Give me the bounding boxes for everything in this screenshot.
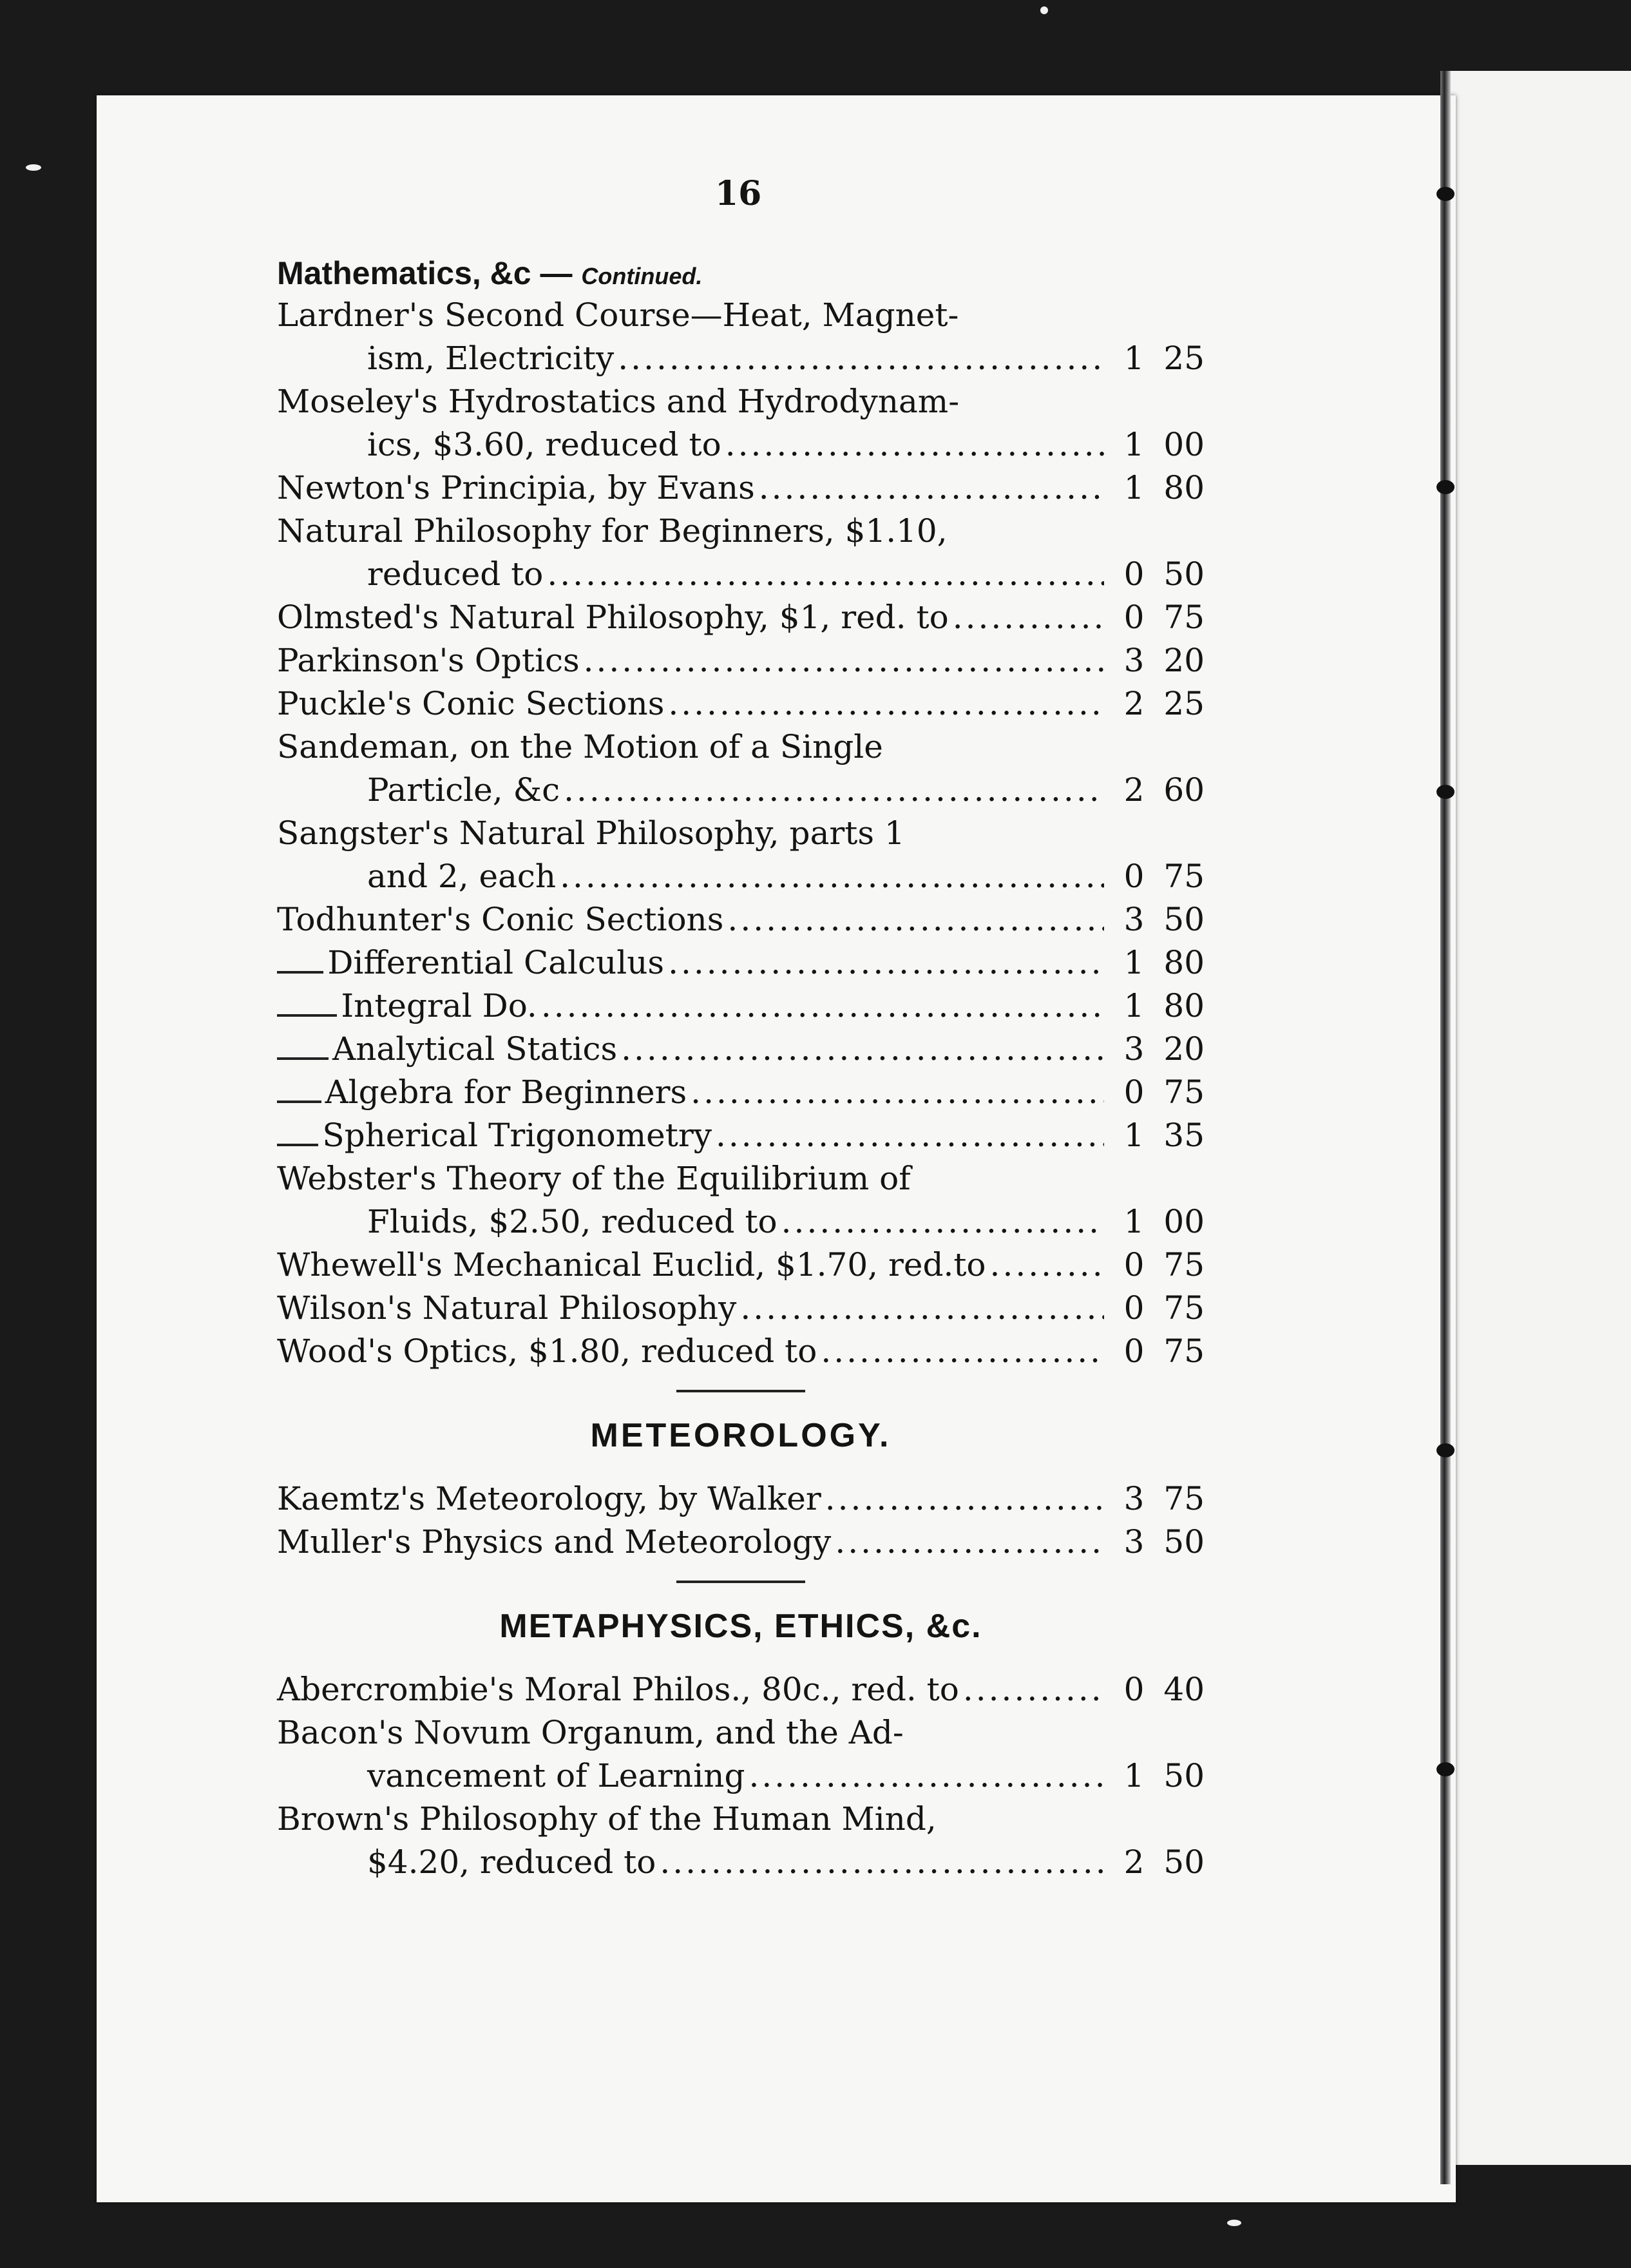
book-title: $4.20, reduced to (367, 1843, 656, 1881)
binding-stitch (1436, 1762, 1455, 1776)
book-entry (277, 1521, 1205, 1564)
meteorology-list (277, 1477, 1205, 1564)
dot-leader (584, 639, 1104, 682)
entry-line (277, 812, 1205, 855)
book-title: Muller's Physics and Meteorology (277, 1523, 832, 1561)
book-price: 1 35 (1123, 1117, 1205, 1154)
book-price: 3 20 (1123, 642, 1205, 679)
book-price: 0 75 (1123, 858, 1205, 895)
book-title: Bacon's Novum Organum, and the Ad- (277, 1714, 904, 1751)
book-price: 0 75 (1123, 1246, 1205, 1283)
entry-line (277, 380, 1205, 423)
metaphysics-heading: METAPHYSICS, ETHICS, &c. (499, 1608, 982, 1645)
todhunter-sublist (277, 941, 1205, 1157)
book-price: 0 75 (1123, 1332, 1205, 1370)
ditto-dash (277, 1144, 318, 1146)
book-title: Sandeman, on the Motion of a Single (277, 728, 883, 765)
book-entry (277, 510, 1205, 596)
book-price: 1 00 (1123, 426, 1205, 463)
binding-stitch (1436, 1443, 1455, 1457)
entry-line (277, 898, 1205, 941)
book-price: 1 25 (1123, 340, 1205, 377)
book-price: 2 60 (1123, 771, 1205, 809)
book-title: Fluids, $2.50, reduced to (367, 1203, 777, 1240)
book-price: 2 25 (1123, 685, 1205, 722)
scan-speck (1227, 2220, 1241, 2226)
catalog-listing (277, 253, 1205, 1884)
entry-line (277, 510, 1205, 553)
book-price: 0 75 (1123, 1073, 1205, 1111)
book-subentry (277, 1071, 1205, 1114)
book-price: 1 00 (1123, 1203, 1205, 1240)
book-title: Whewell's Mechanical Euclid, $1.70, red.to (277, 1246, 986, 1283)
dot-leader (990, 1244, 1104, 1287)
book-price: 0 40 (1123, 1671, 1205, 1708)
entry-line (277, 1287, 1205, 1330)
entry-line (277, 639, 1205, 682)
dot-leader (660, 1841, 1104, 1884)
dot-leader (618, 337, 1104, 380)
book-subentry (277, 1114, 1205, 1157)
book-entry (277, 596, 1205, 639)
dot-leader (835, 1521, 1104, 1564)
em-dash: — (531, 255, 582, 291)
scan-speck (26, 164, 41, 171)
entry-line (277, 466, 1205, 510)
book-entry (277, 1711, 1205, 1798)
entry-line (277, 985, 1205, 1028)
dot-leader (963, 1668, 1104, 1711)
entry-line (277, 1841, 1205, 1884)
entry-line (277, 423, 1205, 466)
book-entry (277, 380, 1205, 466)
dot-leader (716, 1114, 1104, 1157)
entry-line (277, 1521, 1205, 1564)
page-gutter (1440, 71, 1451, 2184)
book-entry (277, 812, 1205, 898)
adjacent-page-edge (1442, 71, 1631, 2165)
binding-stitch (1436, 187, 1455, 201)
book-entry (277, 726, 1205, 812)
entry-line (277, 941, 1205, 985)
entry-line (277, 769, 1205, 812)
book-price: 1 80 (1123, 469, 1205, 506)
section-title: Mathematics, &c (277, 255, 531, 291)
book-entry (277, 639, 1205, 682)
book-price: 3 50 (1123, 901, 1205, 938)
book-title: Moseley's Hydrostatics and Hydrodynam- (277, 383, 960, 420)
ditto-dash (277, 971, 323, 974)
entry-line (277, 337, 1205, 380)
dot-leader (740, 1287, 1104, 1330)
book-price: 0 50 (1123, 555, 1205, 593)
ditto-dash (277, 1014, 337, 1017)
book-price: 2 50 (1123, 1843, 1205, 1881)
entry-line (277, 1477, 1205, 1521)
book-subentry (277, 941, 1205, 985)
book-price: 0 75 (1123, 1289, 1205, 1327)
book-title: Newton's Principia, by Evans (277, 469, 755, 506)
book-title: Puckle's Conic Sections (277, 685, 665, 722)
dot-leader (691, 1071, 1104, 1114)
book-title: Parkinson's Optics (277, 642, 580, 679)
book-entry (277, 1157, 1205, 1244)
entry-line (277, 596, 1205, 639)
dot-leader (825, 1477, 1104, 1521)
book-title: Wilson's Natural Philosophy (277, 1289, 737, 1327)
entry-line (277, 855, 1205, 898)
book-subentry (277, 985, 1205, 1028)
dot-leader (564, 769, 1104, 812)
dot-leader (541, 985, 1104, 1028)
entry-line (277, 1754, 1205, 1798)
entry-line (277, 1668, 1205, 1711)
book-title: reduced to (367, 555, 544, 593)
book-entry (277, 1477, 1205, 1521)
book-title: Natural Philosophy for Beginners, $1.10, (277, 512, 948, 550)
entry-line (277, 682, 1205, 726)
dot-leader (560, 855, 1104, 898)
continued-label: Continued. (581, 263, 703, 289)
book-title: Todhunter's Conic Sections (277, 901, 724, 938)
dot-leader (781, 1200, 1104, 1244)
book-price: 0 75 (1123, 599, 1205, 636)
entry-line (277, 1200, 1205, 1244)
book-title: ism, Electricity (367, 340, 615, 377)
dot-leader (668, 941, 1104, 985)
book-title: Brown's Philosophy of the Human Mind, (277, 1800, 937, 1838)
book-entry (277, 294, 1205, 380)
book-title: and 2, each (367, 858, 557, 895)
dot-leader (727, 898, 1104, 941)
book-title: Wood's Optics, $1.80, reduced to (277, 1332, 817, 1370)
page-number: 16 (715, 174, 762, 213)
dot-leader (759, 466, 1104, 510)
ditto-dash (277, 1100, 321, 1103)
entry-line (277, 553, 1205, 596)
book-entry (277, 682, 1205, 726)
mathematics-list-continued (277, 1157, 1205, 1373)
entry-line (277, 726, 1205, 769)
book-title: Analytical Statics (332, 1030, 618, 1068)
book-title: Lardner's Second Course—Heat, Magnet- (277, 296, 959, 334)
book-title: ics, $3.60, reduced to (367, 426, 721, 463)
book-title: Abercrombie's Moral Philos., 80c., red. to (277, 1671, 959, 1708)
book-title: Webster's Theory of the Equilibrium of (277, 1160, 911, 1197)
book-price: 1 50 (1123, 1757, 1205, 1794)
meteorology-heading: METEOROLOGY. (590, 1417, 892, 1454)
book-title: Algebra for Beginners (325, 1073, 687, 1111)
entry-line (277, 1028, 1205, 1071)
book-title: Sangster's Natural Philosophy, parts 1 (277, 814, 905, 852)
dot-leader (668, 682, 1104, 726)
book-entry (277, 1244, 1205, 1287)
book-price: 1 80 (1123, 987, 1205, 1024)
book-title: Particle, &c (367, 771, 560, 809)
dot-leader (821, 1330, 1104, 1373)
book-title: Olmsted's Natural Philosophy, $1, red. to (277, 599, 949, 636)
entry-line (277, 1711, 1205, 1754)
entry-line (277, 1071, 1205, 1114)
dot-leader (749, 1754, 1104, 1798)
dot-leader (547, 553, 1104, 596)
dot-leader (953, 596, 1104, 639)
entry-line (277, 1114, 1205, 1157)
book-entry (277, 1330, 1205, 1373)
book-entry (277, 466, 1205, 510)
scan-speck (1040, 6, 1048, 14)
book-entry (277, 898, 1205, 941)
book-title: Differential Calculus (327, 944, 665, 981)
entry-line (277, 1798, 1205, 1841)
metaphysics-list (277, 1668, 1205, 1884)
book-price: 3 20 (1123, 1030, 1205, 1068)
entry-line (277, 1157, 1205, 1200)
dot-leader (621, 1028, 1104, 1071)
book-title: Kaemtz's Meteorology, by Walker (277, 1480, 821, 1517)
section-divider (676, 1390, 805, 1392)
book-entry (277, 1668, 1205, 1711)
book-price: 3 75 (1123, 1480, 1205, 1517)
book-price: 1 80 (1123, 944, 1205, 981)
entry-line (277, 1330, 1205, 1373)
binding-stitch (1436, 785, 1455, 799)
book-title: vancement of Learning (367, 1757, 745, 1794)
book-subentry (277, 1028, 1205, 1071)
section-divider (676, 1581, 805, 1583)
book-entry (277, 1798, 1205, 1884)
book-price: 3 50 (1123, 1523, 1205, 1561)
entry-line (277, 294, 1205, 337)
binding-stitch (1436, 480, 1455, 494)
book-entry (277, 1287, 1205, 1330)
book-title: Spherical Trigonometry (322, 1117, 712, 1154)
book-title: Integral Do. (341, 987, 537, 1024)
section-continued-header (277, 253, 1205, 294)
dot-leader (725, 423, 1104, 466)
ditto-dash (277, 1057, 329, 1060)
entry-line (277, 1244, 1205, 1287)
mathematics-list (277, 294, 1205, 941)
